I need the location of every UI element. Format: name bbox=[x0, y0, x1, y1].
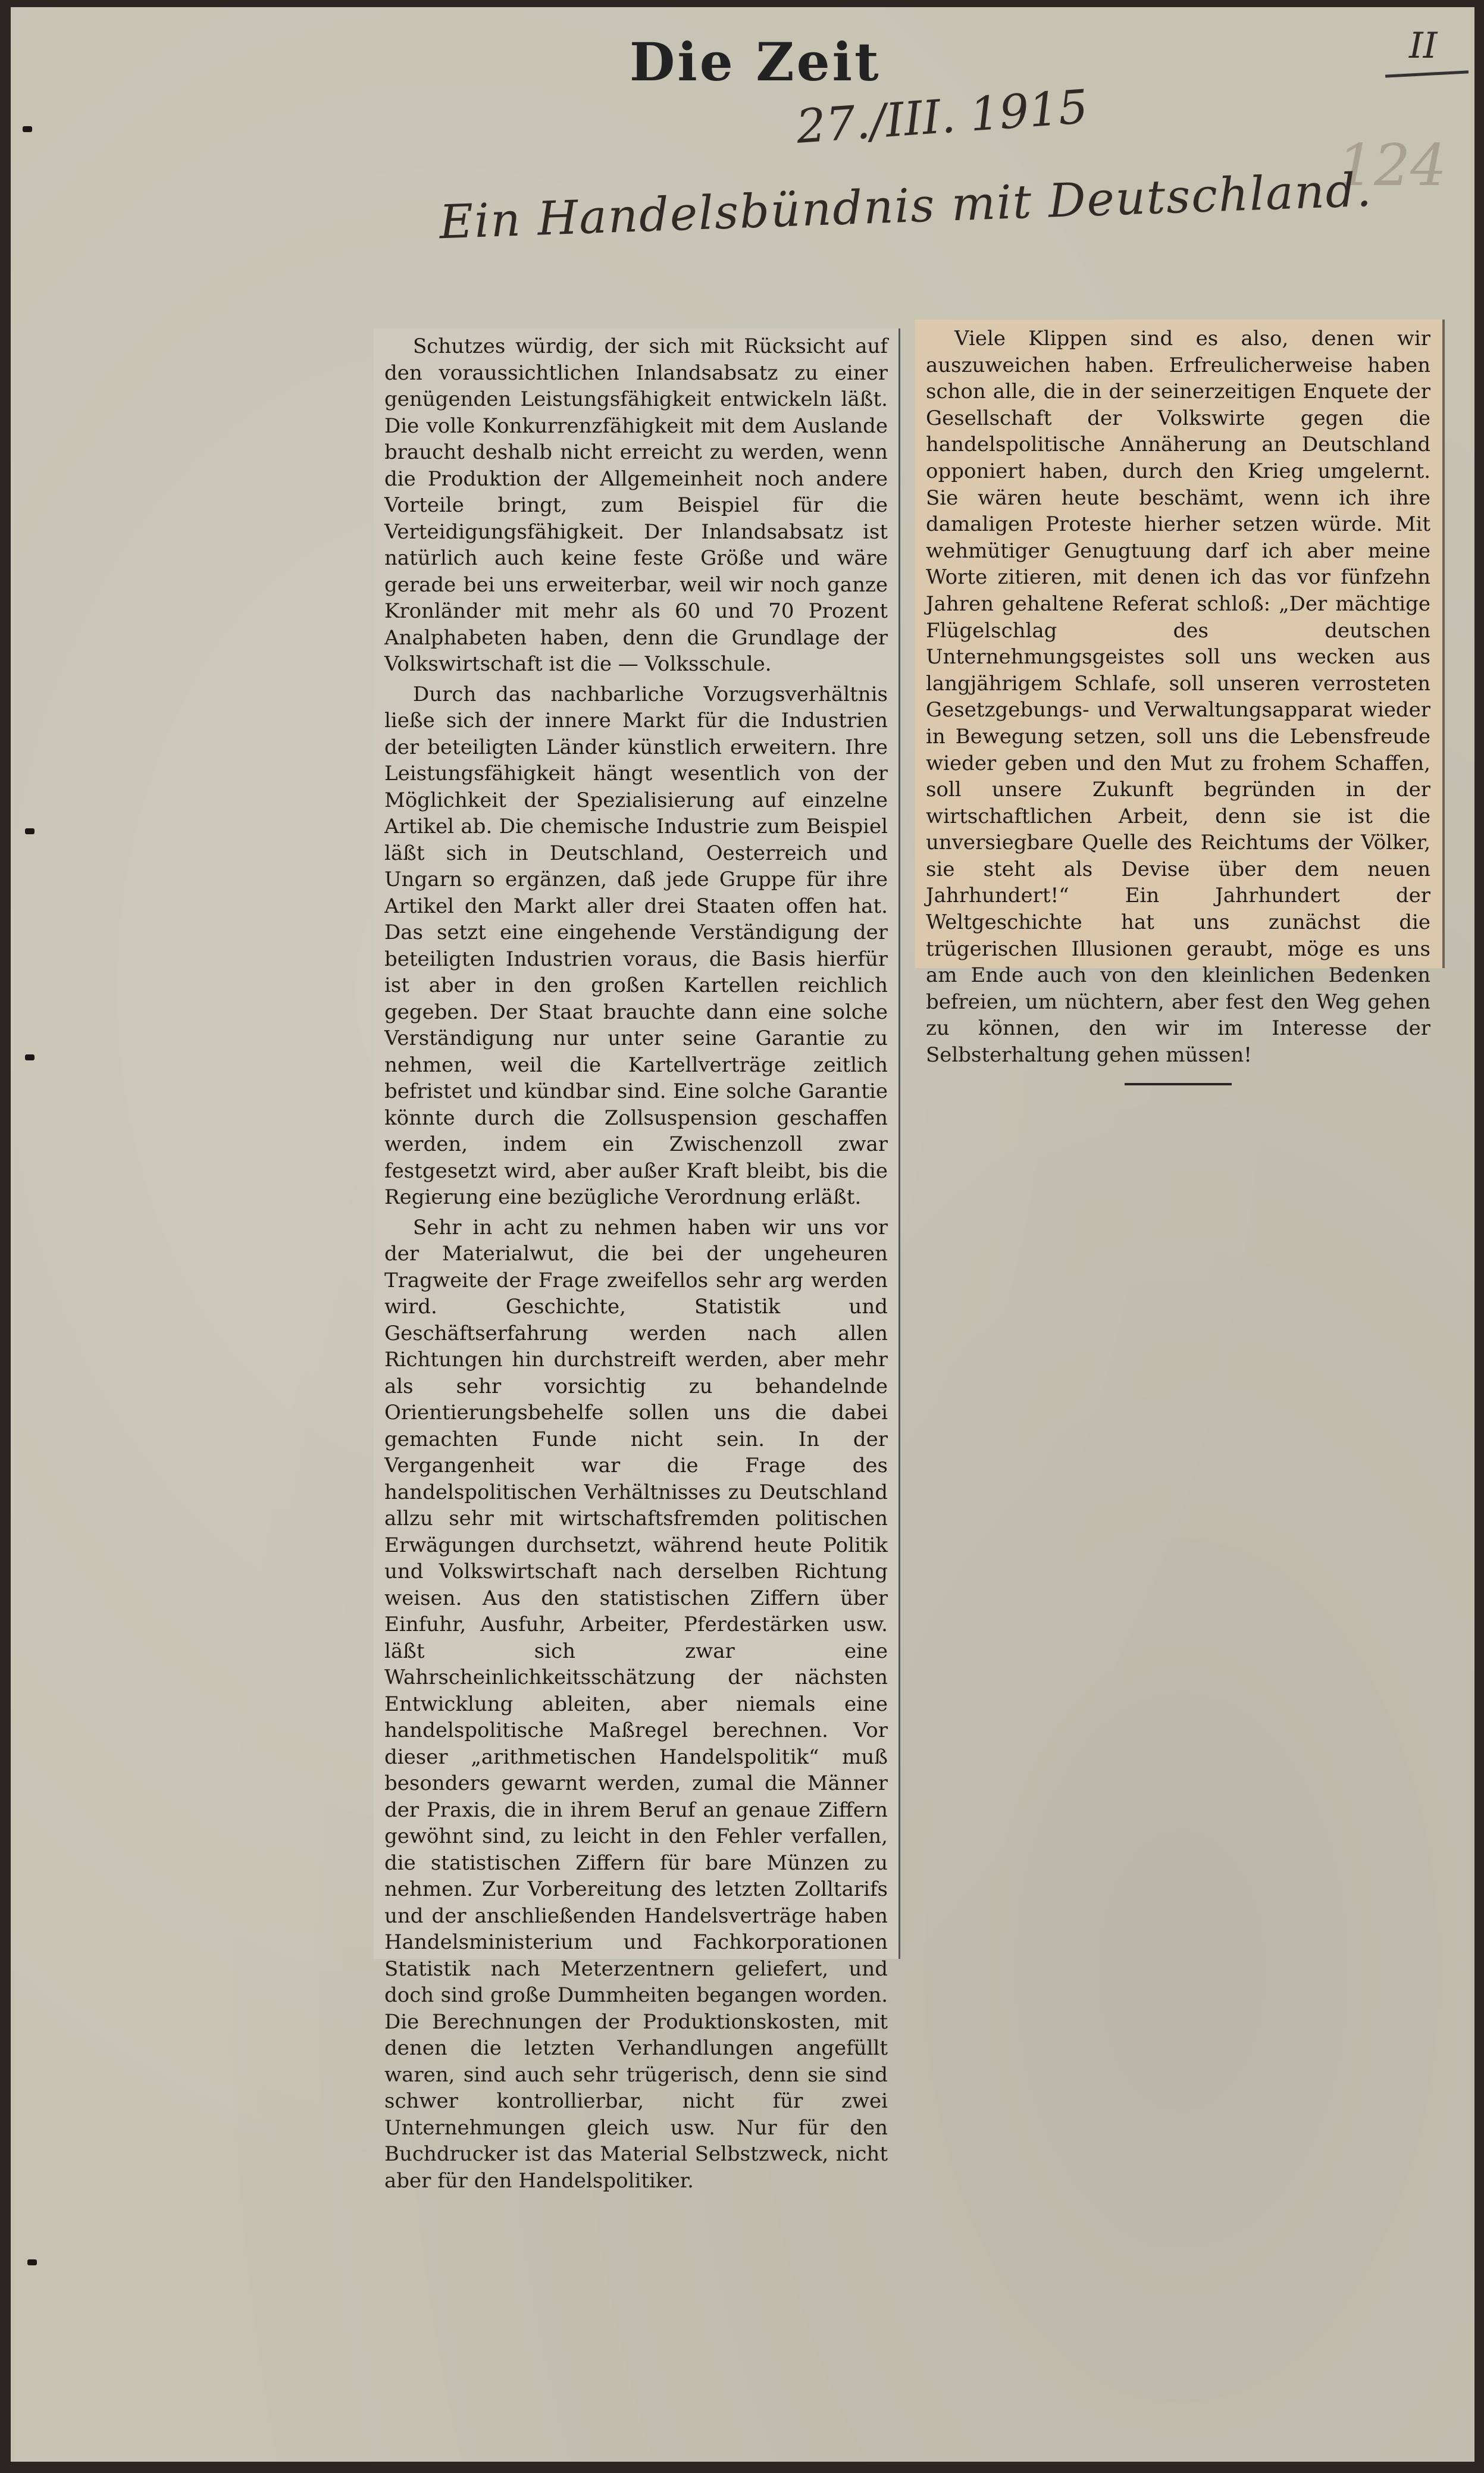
binding-hole-mark bbox=[25, 828, 35, 834]
article-paragraph: Durch das nachbarliche Vorzugsverhältnis ließe sich der innere Markt für die Industrien der beteiligten Länder künstlich erweitern. Ihre Leistungsfähigkeit hängt wesentlich von der Möglichkeit der Spezialisierung auf einzelne Artikel ab. Die chemische Industrie zum Beispiel läßt sich in Deutschland, Oesterreich und Ungarn so ergänzen, daß jede Gruppe für ihre Artikel den Markt aller drei Staaten offen hat. Das setzt eine eingehende Verständigung der beteiligten Industrien voraus, die Basis hierfür ist aber in den großen Kartellen reichlich gegeben. Der Staat brauchte dann eine solche Verständigung nur unter seine Garantie zu nehmen, weil die Kartellverträge zeitlich befristet und kündbar sind. Eine solche Garantie könnte durch die Zollsuspension geschaffen werden, indem ein Zwischenzoll zwar festgesetzt wird, aber außer Kraft bleibt, bis die Regierung eine bezügliche Verordnung erläßt. bbox=[384, 682, 888, 1209]
article-paragraph: Viele Klippen sind es also, denen wir auszuweichen haben. Erfreulicherweise haben schon alle, die in der seinerzeitigen Enquete der Gesellschaft der Volkswirte gegen die handelspolitische Annäherung an Deutschland opponiert haben, durch den Krieg umgelernt. Sie wären heute beschämt, wenn ich ihre damaligen Proteste hierher setzen würde. Mit wehmütiger Genugtuung darf ich aber meine Worte zitieren, mit denen ich das vor fünfzehn Jahren gehaltene Referat schloß: „Der mächtige Flügelschlag des deutschen Unternehmungsgeistes soll uns wecken aus langjährigem Schlafe, soll unseren verrosteten Gesetzgebungs- und Verwaltungsapparat wieder in Bewegung setzen, soll uns die Lebensfreude wieder geben und den Mut zu frohem Schaffen, soll unsere Zukunft begründen in der wirtschaftlichen Arbeit, denn sie ist die unversiegbare Quelle des Reichtums der Völker, sie steht als Devise über dem neuen Jahrhundert!“ Ein Jahrhundert der Weltgeschichte hat uns zunächst die trügerischen Illusionen geraubt, möge es uns am Ende auch von den kleinlichen Bedenken befreien, um nüchtern, aber fest den Weg gehen zu können, den wir im Interesse der Selbsterhaltung gehen müssen! bbox=[926, 327, 1430, 1068]
archive-sheet bbox=[11, 7, 1474, 2462]
roman-underline bbox=[1385, 70, 1469, 77]
handwritten-title: Ein Handelsbündnis mit Deutschland. bbox=[438, 163, 1373, 250]
article-paragraph: Sehr in acht zu nehmen haben wir uns vor der Materialwut, die bei der ungeheuren Tragweite der Frage zweifellos sehr arg werden wird. Geschichte, Statistik und Geschäftserfahrung werden nach allen Richtungen hin durchstreift werden, aber mehr als sehr vorsichtig zu behandelnde Orientierungsbehelfe sollen uns die dabei gemachten Funde nicht sein. In der Vergangenheit war die Frage des handelspolitischen Verhältnisses zu Deutschland allzu sehr mit wirtschaftsfremden politischen Erwägungen durchsetzt, während heute Politik und Volkswirtschaft nach derselben Richtung weisen. Aus den statistischen Ziffern über Einfuhr, Ausfuhr, Arbeiter, Pferdestärken usw. läßt sich zwar eine Wahrscheinlichkeitsschätzung der nächsten Entwicklung ableiten, aber niemals eine handelspolitische Maßregel berechnen. Vor dieser „arithmetischen Handelspolitik“ muß besonders gewarnt werden, zumal die Männer der Praxis, die in ihrem Beruf an genaue Ziffern gewöhnt sind, zu leicht in den Fehler verfallen, die statistischen Ziffern für bare Münzen zu nehmen. Zur Vorbereitung des letzten Zolltarifs und der anschließenden Handelsverträge haben Handelsministerium und Fachkorporationen Statistik nach Meterzentnern geliefert, und doch sind große Dummheiten begangen worden. Die Berechnungen der Produktionskosten, mit denen die letzten Verhandlungen angefüllt waren, sind auch sehr trügerisch, denn sie sind schwer kontrollierbar, nicht für zwei Unternehmungen gleich usw. Nur für den Buchdrucker ist das Material Selbstzweck, nicht aber für den Handelspolitiker. bbox=[384, 1215, 888, 2193]
binding-hole-mark bbox=[27, 2259, 37, 2265]
article-paragraph: Schutzes würdig, der sich mit Rücksicht auf den voraussichtlichen Inlandsabsatz zu einer genügenden Leistungsfähigkeit entwickeln läßt. Die volle Konkurrenzfähigkeit mit dem Auslande braucht deshalb nicht erreicht zu werden, wenn die Produktion der Allgemeinheit noch andere Vorteile bringt, zum Beispiel für die Verteidigungsfähigkeit. Der Inlandsabsatz ist natürlich auch keine feste Größe und wäre gerade bei uns erweiterbar, weil wir noch ganze Kronländer mit mehr als 60 und 70 Prozent Analphabeten haben, denn die Grundlage der Volkswirtschaft ist die — Volksschule. bbox=[384, 334, 888, 676]
handwritten-folio-number: 124 bbox=[1338, 132, 1447, 199]
newspaper-clipping-left bbox=[374, 328, 900, 2193]
newspaper-clipping-right bbox=[915, 320, 1445, 1068]
handwritten-roman-numeral: II bbox=[1409, 25, 1438, 67]
binding-hole-mark bbox=[25, 1054, 35, 1060]
binding-hole-mark bbox=[23, 126, 32, 132]
handwritten-date: 27./III. 1915 bbox=[794, 80, 1090, 155]
end-rule bbox=[1125, 1083, 1232, 1085]
newspaper-masthead: Die Zeit bbox=[630, 31, 881, 93]
